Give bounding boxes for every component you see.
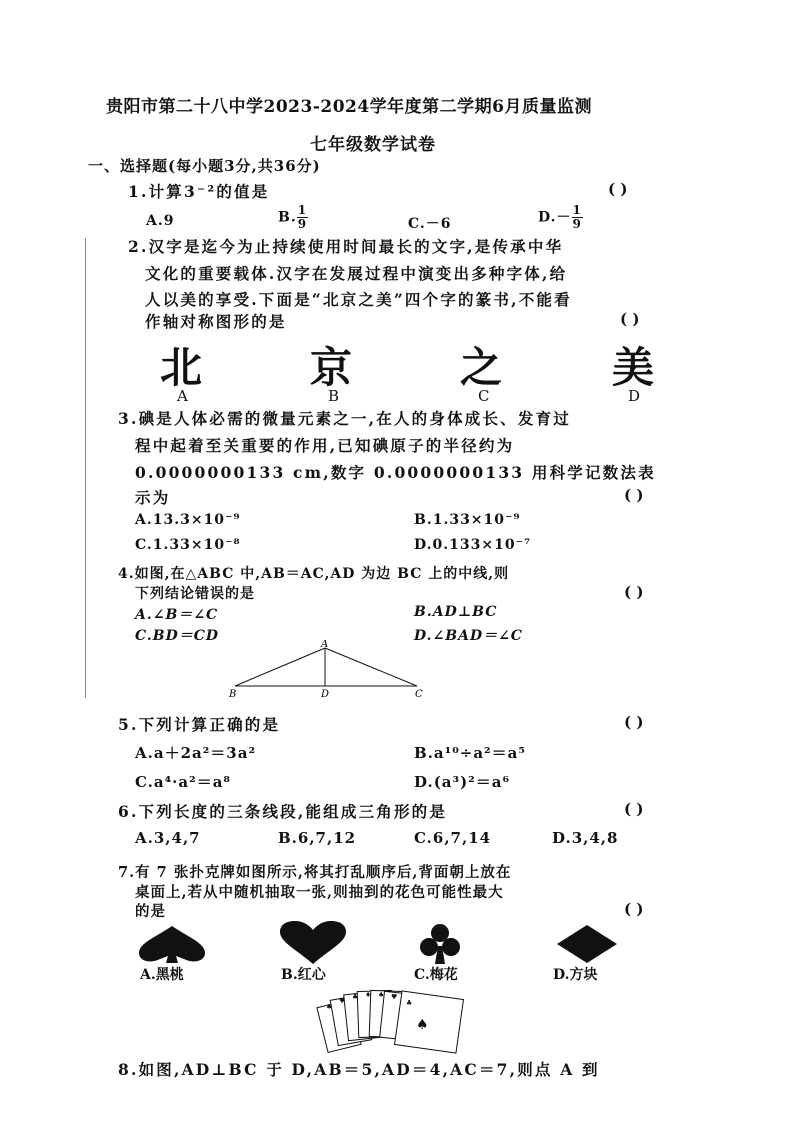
q4-line1: 4.如图,在△ABC 中,AB＝AC,AD 为边 BC 上的中线,则 (118, 566, 510, 582)
vertex-b-label: B (229, 689, 237, 700)
svg-text:♦: ♦ (365, 991, 372, 999)
q3-line3: 0.0000000133 cm,数字 0.0000000133 用科学记数法表 (135, 463, 656, 482)
q5-option-a: A.a＋2a²＝3a² (135, 744, 257, 762)
vertex-d-label: D (321, 689, 330, 700)
q6-answer-blank: ( ) (624, 800, 644, 818)
q1-d-numerator: 1 (572, 203, 582, 217)
q3-line4: 示为 (135, 488, 171, 507)
seal-char-d: 美 (612, 343, 655, 392)
q6-stem: 6.下列长度的三条线段,能组成三角形的是 (118, 802, 448, 821)
q5-option-d: D.(a³)²＝a⁶ (414, 773, 511, 791)
q1-option-d-fraction (572, 204, 583, 231)
q7-line2: 桌面上,若从中随机抽取一张,则抽到的花色可能性最大 (135, 884, 504, 901)
seal-label-b: B (328, 387, 340, 405)
q5-option-b: B.a¹⁰÷a²＝a⁵ (414, 744, 526, 762)
svg-text:♥: ♥ (391, 993, 398, 1001)
spade-icon (136, 923, 208, 965)
q1-b-numerator: 1 (297, 203, 308, 217)
q2-line2: 文化的重要载体.汉字在发展过程中演变出多种字体,给 (145, 264, 568, 283)
q4-option-b: B.AD⊥BC (414, 604, 498, 620)
q1-option-b-prefix: B. (278, 209, 297, 226)
triangle-side-ac (325, 648, 417, 686)
svg-text:♠: ♠ (416, 1017, 429, 1033)
q7-option-c: C.梅花 (414, 967, 458, 983)
q1-b-denominator: 9 (297, 217, 308, 231)
svg-text:♣: ♣ (406, 999, 413, 1007)
q4-option-c: C.BD＝CD (135, 628, 220, 644)
q6-option-c: C.6,7,14 (414, 829, 492, 847)
q3-option-c: C.1.33×10⁻⁸ (135, 537, 241, 553)
club-icon (418, 922, 462, 966)
q4-line2: 下列结论错误的是 (135, 586, 255, 602)
q1-d-denominator: 9 (572, 217, 582, 231)
q1-option-b-fraction (297, 204, 308, 231)
q3-option-d: D.0.133×10⁻⁷ (414, 537, 532, 553)
q7-answer-blank: ( ) (624, 900, 644, 918)
q7-option-b: B.红心 (281, 967, 326, 983)
seal-label-d: D (628, 387, 641, 405)
q2-line3: 人以美的享受.下面是“北京之美”四个字的篆书,不能看 (145, 290, 572, 309)
q4-option-a: A.∠B＝∠C (135, 607, 219, 623)
q7-option-d: D.方块 (553, 967, 598, 983)
q2-line1: 2.汉字是迄今为止持续使用时间最长的文字,是传承中华 (128, 237, 564, 256)
section-heading: 一、选择题(每小题3分,共36分) (88, 157, 321, 175)
q7-line3: 的是 (135, 903, 166, 920)
q4-answer-blank: ( ) (624, 583, 644, 601)
q5-stem: 5.下列计算正确的是 (118, 715, 281, 734)
seal-char-c: 之 (460, 343, 503, 392)
q6-option-a: A.3,4,7 (135, 829, 201, 847)
q3-line1: 3.碘是人体必需的微量元素之一,在人的身体成长、发育过 (118, 409, 571, 428)
svg-text:♣: ♣ (352, 993, 359, 1001)
q3-option-a: A.13.3×10⁻⁹ (135, 512, 241, 528)
seal-char-b: 京 (310, 343, 353, 392)
svg-text:♠: ♠ (326, 1003, 333, 1011)
q4-option-d: D.∠BAD＝∠C (414, 628, 523, 644)
q2-line4: 作轴对称图形的是 (145, 312, 287, 331)
triangle-side-ab (235, 648, 325, 686)
q1-option-d-prefix: D.－ (538, 209, 572, 226)
fanned-cards-figure (312, 985, 472, 1055)
q3-option-b: B.1.33×10⁻⁹ (414, 512, 521, 528)
svg-text:♥: ♥ (339, 997, 346, 1005)
q1-option-d (538, 204, 583, 231)
q3-line2: 程中起着至关重要的作用,已知碘原子的半径约为 (135, 436, 515, 455)
q6-option-b: B.6,7,12 (278, 829, 357, 847)
seal-char-a: 北 (160, 343, 203, 392)
diamond-icon (556, 924, 618, 964)
exam-subtitle: 七年级数学试卷 (310, 135, 436, 155)
vertex-c-label: C (415, 689, 423, 700)
q7-option-a: A.黑桃 (140, 967, 184, 983)
seal-label-c: C (478, 387, 490, 405)
heart-icon (277, 920, 349, 966)
margin-line (85, 238, 86, 698)
seal-label-a: A (177, 387, 188, 405)
q1-answer-blank: ( ) (608, 180, 628, 198)
q1-option-a: A.9 (146, 213, 175, 229)
triangle-figure (225, 640, 425, 700)
q2-answer-blank: ( ) (620, 310, 640, 328)
q5-answer-blank: ( ) (624, 713, 644, 731)
exam-title: 贵阳市第二十八中学2023-2024学年度第二学期6月质量监测 (106, 97, 593, 117)
q1-option-b (278, 204, 308, 231)
q6-option-d: D.3,4,8 (552, 829, 619, 847)
q8-partial-line: 8.如图,AD⊥BC 于 D,AB＝5,AD＝4,AC＝7,则点 A 到 (118, 1060, 600, 1079)
q1-option-c: C.－6 (408, 216, 452, 232)
q1-stem: 1.计算3⁻²的值是 (128, 182, 270, 201)
svg-text:♠: ♠ (378, 991, 385, 999)
q5-option-c: C.a⁴·a²＝a⁸ (135, 773, 231, 791)
vertex-a-label: A (321, 640, 329, 650)
q3-answer-blank: ( ) (624, 486, 644, 504)
q7-line1: 7.有 7 张扑克牌如图所示,将其打乱顺序后,背面朝上放在 (118, 864, 512, 881)
